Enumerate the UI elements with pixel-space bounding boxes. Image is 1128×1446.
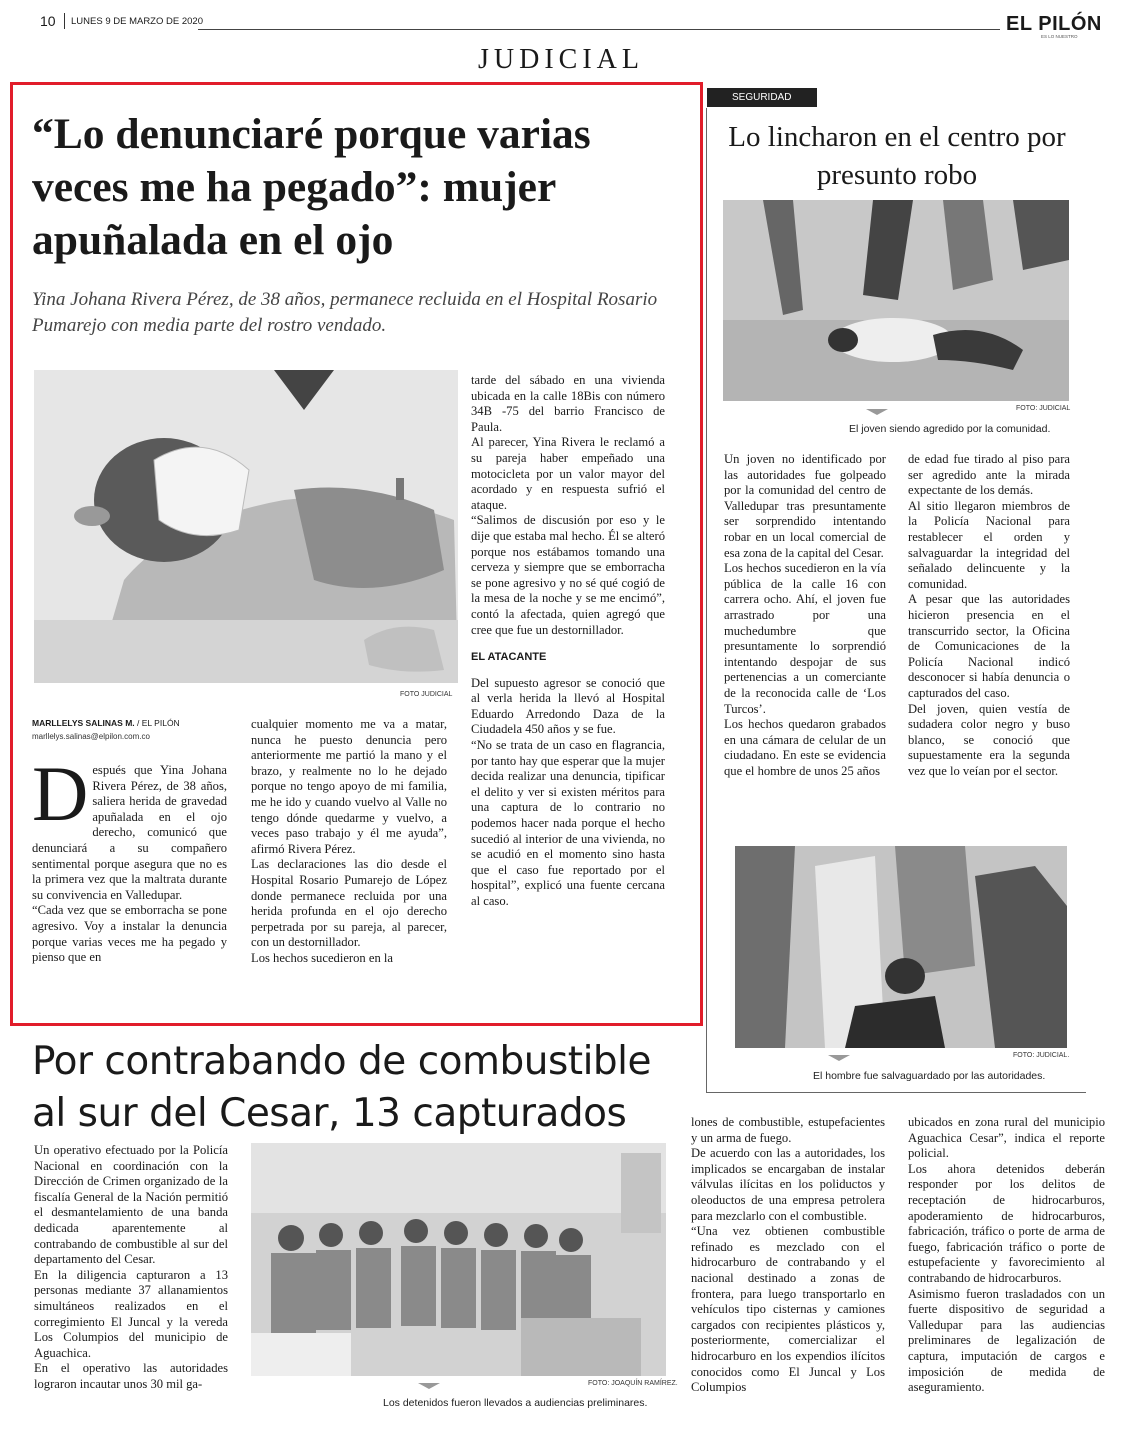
side-photo1-caption-marker xyxy=(866,409,888,415)
main-col3-p5: “No se trata de un caso en flagrancia, por tanto hay que esperar que la mujer decida realizar una denuncia, tipificar el delito y ver si existen méritos para una captura de lo contrario no podemos hacer nada porque el hecho sucedió al interior de una vivienda, no se acudió en el momento sino hasta que el caso fue reportado por el hospital”, explicó una fuente cercana al caso. xyxy=(471,738,665,908)
bottom-col-3 xyxy=(908,1115,1105,1396)
detainees-photo-illustration xyxy=(251,1143,666,1376)
bottom-col-1 xyxy=(34,1143,228,1393)
brand-tagline: ES LO NUESTRO xyxy=(1041,34,1078,39)
author-outlet: / EL PILÓN xyxy=(137,718,180,728)
bottom-col-2 xyxy=(691,1115,885,1396)
side-col1-p3: Los hechos quedaron grabados en una cámara de celular de un ciudadano. En este se evidencia que el hombre de unos 25 años xyxy=(724,717,886,778)
lynching-photo-1-illustration xyxy=(723,200,1069,401)
main-headline: “Lo denunciaré porque varias veces me ha pegado”: mujer apuñalada en el ojo xyxy=(32,110,591,264)
side-col1-p2: Los hechos sucedieron en la vía pública de la calle 16 con carrera ocho. Ahí, el joven fue arrastrado por una muchedumbre que presuntamente lo sorprendió intentando despojar de sus pertenencias a un comerciante de la reconocida calle de ‘Los Turcos’. xyxy=(724,561,886,716)
bottom-col3-p1: ubicados en zona rural del municipio Aguachica Cesar”, indica el reporte policial. xyxy=(908,1115,1105,1161)
main-photo-credit: FOTO JUDICIAL xyxy=(400,691,453,698)
bottom-headline: Por contrabando de combustible al sur del Cesar, 13 capturados xyxy=(32,1039,651,1136)
bottom-col2-p1: lones de combustible, estupefacientes y un arma de fuego. xyxy=(691,1115,885,1145)
side-photo2-credit: FOTO: JUDICIAL. xyxy=(1013,1052,1070,1059)
brand-logo: EL PILÓN xyxy=(1006,13,1102,35)
bottom-photo-caption: Los detenidos fueron llevados a audiencias preliminares. xyxy=(383,1397,648,1409)
patient-photo-illustration xyxy=(34,370,458,683)
bottom-col3-p3: Asimismo fueron trasladados con un fuerte dispositivo de seguridad a Valledupar para las audiencias preliminares de legalización de captura, imputación de cargos e imposición de medida de aseguramiento. xyxy=(908,1286,1105,1395)
bottom-col3-p2: Los ahora detenidos deberán responder por los delitos de receptación de hidrocarburos, apoderamiento de hidrocarburos, fabricación, tráfico o porte de arma de fuego, fabricación tráfico o porte de estupefaciente y favorecimiento al contrabando de hidrocarburos. xyxy=(908,1161,1105,1285)
author-name: MARLLELYS SALINAS M. xyxy=(32,718,135,728)
side-col2-p3: A pesar que las autoridades hicieron presencia en el transcurrido sector, la Oficina de Comunicaciones de la Policía Nacional indicó desconocer si había denuncia o capturados del caso. xyxy=(908,592,1070,700)
bottom-photo-credit: FOTO: JOAQUÍN RAMÍREZ. xyxy=(588,1380,678,1387)
lynching-photo-2 xyxy=(735,846,1067,1048)
main-col3-p2: Al parecer, Yina Rivera le reclamó a su pareja haber empeñado una motocicleta por un valor mayor del acordado y en respuesta sufrió el ataque. xyxy=(471,435,665,512)
side-col2-p4: Del joven, quien vestía de sudadera color negro y buso blanco, se conoció que supuestamente era la segunda vez que lo veían por el sector. xyxy=(908,701,1070,778)
main-col2-p2: Las declaraciones las dio desde el Hospital Rosario Pumarejo de López donde permanece recluida por una herida profunda en el ojo derecho perpetrada por su pareja, al parecer, con un destornillador. xyxy=(251,857,447,950)
header-separator xyxy=(64,13,65,29)
side-col2-p2: Al sitio llegaron miembros de la Policía Nacional para restablecer el orden y salvaguardar la integridad del señalado delincuente y la comunidad. xyxy=(908,498,1070,591)
author-email: marllelys.salinas@elpilon.com.co xyxy=(32,732,150,741)
header-date: LUNES 9 DE MARZO DE 2020 xyxy=(71,16,203,27)
main-col-3 xyxy=(471,373,665,910)
main-subhead: Yina Johana Rivera Pérez, de 38 años, permanece recluida en el Hospital Rosario Pumarejo con media parte del rostro vendado. xyxy=(32,289,658,336)
main-col-1 xyxy=(32,750,227,966)
side-tag: SEGURIDAD xyxy=(707,88,817,107)
side-photo1-caption: El joven siendo agredido por la comunidad. xyxy=(849,423,1051,435)
main-col1-p2: “Cada vez que se emborracha se pone agresivo. Voy a instalar la denuncia porque varias veces me ha pegado y pienso que en xyxy=(32,903,227,965)
bottom-col2-p2: De acuerdo con las a autoridades, los implicados se encargaban de instalar válvulas ilícitas en los poliductos y oleoductos de una empresa petrolera para mezclarlo con el combustible. xyxy=(691,1146,885,1223)
lynching-photo-1 xyxy=(723,200,1069,401)
side-col2-p1: de edad fue tirado al piso para ser agredido ante la mirada expectante de los demás. xyxy=(908,452,1070,498)
author-line xyxy=(32,718,180,728)
bottom-col2-p3: “Una vez obtienen combustible refinado es mezclado con el hidrocarburo de contrabando y el nacional destinado a zonas de frontera, para luego transportarlo en vehículos tipo cisternas y camiones cargados con recipientes plásticos y, posteriormente, comercializar el hidrocarburo en los expendios ilícitos conocidos como El Juncal y Los Columpios xyxy=(691,1224,885,1395)
main-col2-p1: cualquier momento me va a matar, nunca he puesto denuncia pero anteriormente me partió la mano y el brazo, y realmente no lo he dejado porque no tengo apoyo de mi familia, me he ido y cuando vuelvo al Valle no tengo dónde quedarme y vuelvo, a veces paso trabajo y él me ayuda”, afirmó Rivera Pérez. xyxy=(251,717,447,856)
bottom-col1-p1: Un operativo efectuado por la Policía Nacional en coordinación con la Dirección de Crimen organizado de la fiscalía General de la Nación permitió el desmantelamiento de una banda dedicada aparentemente al contrabando de combustible al sur del departamento del Cesar. xyxy=(34,1143,228,1267)
side-photo2-caption-marker xyxy=(828,1055,850,1061)
side-col-1 xyxy=(724,452,886,779)
detainees-photo xyxy=(251,1143,666,1376)
page-number: 10 xyxy=(40,13,56,29)
bottom-col1-p3: En el operativo las autoridades lograron incautar unos 30 mil ga- xyxy=(34,1361,228,1391)
section-title: JUDICIAL xyxy=(478,44,644,75)
patient-photo xyxy=(34,370,458,683)
drop-cap: D xyxy=(32,750,89,837)
main-col3-p1: tarde del sábado en una vivienda ubicada en la calle 18Bis con número 34B -75 del barrio Francisco de Paula. xyxy=(471,373,665,434)
side-col-2 xyxy=(908,452,1070,779)
header-rule xyxy=(198,29,1000,30)
bottom-photo-caption-marker xyxy=(418,1383,440,1389)
main-col2-p3: Los hechos sucedieron en la xyxy=(251,950,393,965)
main-col-2 xyxy=(251,717,447,967)
lynching-photo-2-illustration xyxy=(735,846,1067,1048)
main-subheading: EL ATACANTE xyxy=(471,651,547,664)
main-col3-p3: “Salimos de discusión por eso y le dije que estaba mal hecho. Él se alteró porque nos estábamos tomando una cerveza y siempre que se emborracha se pone agresivo y no sé qué cogió de la mesa de la noche y se me encimó”, contó la afectada, quien agregó que cree que fue un destornillador. xyxy=(471,513,665,637)
bottom-col1-p2: En la diligencia capturaron a 13 personas mediante 37 allanamientos simultáneos realizados en el corregimiento El Juncal y la vereda Los Columpios del municipio de Aguachica. xyxy=(34,1267,228,1360)
main-col1-p1: espués que Yina Johana Rivera Pérez, de 38 años, saliera herida de gravedad apuñalada en el ojo derecho, comunicó que denunciará a su compañero sentimental porque asegura que no es la primera vez que la maltrata durante su convivencia en Valledupar. xyxy=(32,763,227,902)
side-col1-p1: Un joven no identificado por las autoridades fue golpeado por la comunidad del centro de Valledupar tras presuntamente ser sorprendido intentando robar en un local comercial de esa zona de la capital del Cesar. xyxy=(724,452,886,560)
side-photo2-caption: El hombre fue salvaguardado por las autoridades. xyxy=(813,1070,1046,1082)
side-headline: Lo lincharon en el centro por presunto robo xyxy=(728,121,1066,191)
side-photo1-credit: FOTO: JUDICIAL xyxy=(1016,405,1071,412)
main-col3-p4: Del supuesto agresor se conoció que al verla herida la llevó al Hospital Eduardo Arredondo Daza de la Ciudadela 450 años y se fue. xyxy=(471,675,665,737)
